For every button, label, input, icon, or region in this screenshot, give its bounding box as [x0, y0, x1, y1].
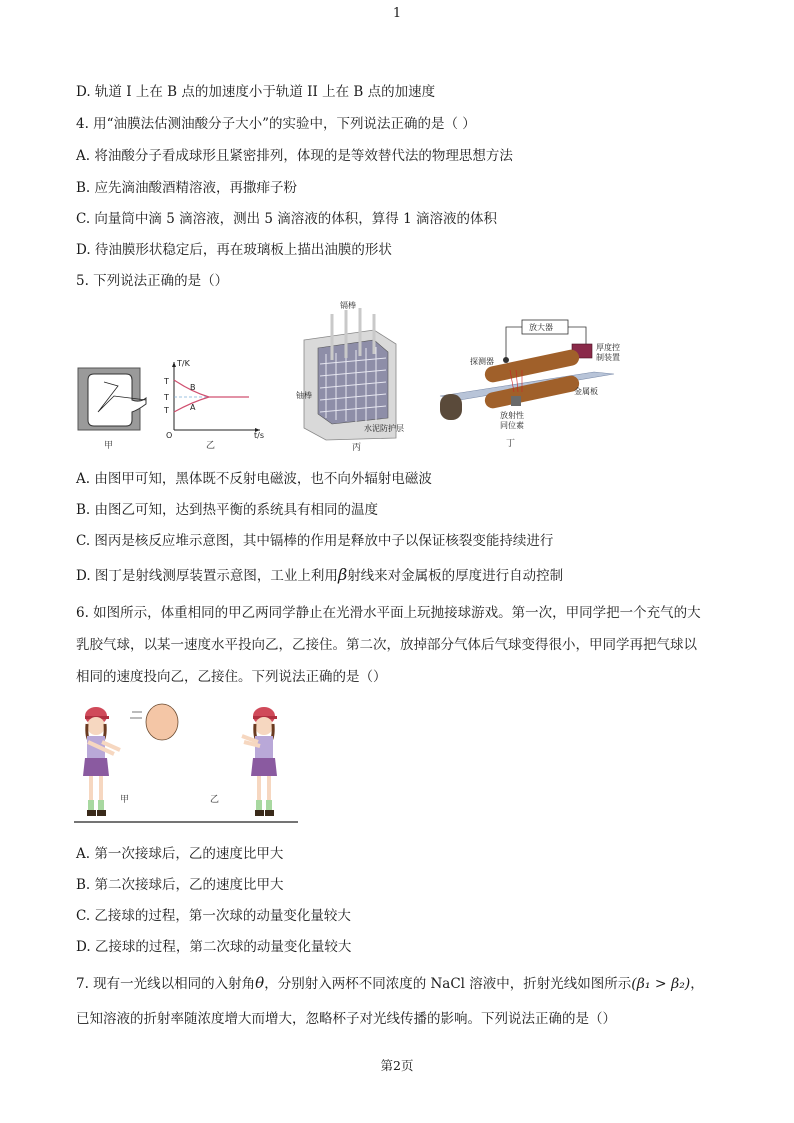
- q6-stem-line1: 6. 如图所示，体重相同的甲乙两同学静止在光滑水平面上玩抛接球游戏。第一次，甲同学把一个充气的大: [76, 605, 701, 621]
- yi-label-ta: T: [164, 406, 169, 415]
- q5-option-b: B. 由图乙可知，达到热平衡的系统具有相同的温度: [76, 502, 379, 518]
- figure-yi-graph: [163, 359, 264, 451]
- ding-label-jinshu: 金属板: [574, 387, 598, 396]
- caption-bing: 丙: [352, 443, 362, 453]
- figure-ding-gauge: [440, 320, 620, 449]
- ding-label-fangshe: 放射性: [500, 411, 524, 420]
- q4-stem: 4. 用“油膜法估测油酸分子大小”的实验中，下列说法正确的是（ ）: [76, 116, 476, 132]
- q4-option-d: D. 待油膜形状稳定后，再在玻璃板上描出油膜的形状: [76, 242, 392, 258]
- q6-option-c: C. 乙接球的过程，第一次球的动量变化量较大: [76, 908, 351, 924]
- bing-label-you: 铀棒: [296, 391, 312, 400]
- caption-yi: 乙: [206, 441, 216, 451]
- q5-figure: [74, 300, 620, 460]
- yi-curve-b: B: [190, 383, 196, 392]
- yi-axis-ts: t/s: [254, 431, 264, 440]
- q7-stem-line1: [76, 974, 704, 993]
- yi-origin: O: [166, 431, 173, 440]
- caption-jia: 甲: [104, 441, 114, 451]
- q5-option-c: C. 图丙是核反应堆示意图，其中镉棒的作用是释放中子以保证核裂变能持续进行: [76, 533, 554, 549]
- q6-option-b: B. 第二次接球后，乙的速度比甲大: [76, 877, 284, 893]
- q4-option-a: A. 将油酸分子看成球形且紧密排列，体现的是等效替代法的物理思想方法: [76, 148, 513, 164]
- q7-stem-line2: 已知溶液的折射率随浓度增大而增大，忽略杯子对光线传播的影响。下列说法正确的是（）: [76, 1011, 616, 1027]
- q3-option-d: D. 轨道 I 上在 B 点的加速度小于轨道 II 上在 B 点的加速度: [76, 84, 436, 100]
- ding-label-fangshe2: 同位素: [500, 421, 524, 430]
- girl-jia: [83, 707, 120, 816]
- balloon: [130, 704, 178, 740]
- q7-stem-pre: 7. 现有一光线以相同的入射角: [76, 976, 256, 992]
- q6-option-d: D. 乙接球的过程，第二次球的动量变化量较大: [76, 939, 352, 955]
- yi-label-tb: T: [164, 377, 169, 386]
- ding-label-houdu: 厚度控: [596, 343, 620, 352]
- q5-stem: 5. 下列说法正确的是（）: [76, 273, 229, 289]
- q4-option-c: C. 向量筒中滴 5 滴溶液，测出 5 滴溶液的体积，算得 1 滴溶液的体积: [76, 211, 497, 227]
- ding-label-fangda: 放大器: [529, 323, 553, 332]
- label-jia: 甲: [120, 795, 130, 805]
- q6-stem-line3: 相同的速度投向乙，乙接住。下列说法正确的是（）: [76, 669, 387, 685]
- ding-label-tance: 探测器: [470, 357, 494, 366]
- theta-symbol: θ: [255, 974, 265, 992]
- q5-option-d: [76, 566, 563, 585]
- caption-ding: 丁: [506, 439, 516, 449]
- q7-stem-post: ，: [690, 976, 704, 992]
- q5-option-a: A. 由图甲可知，黑体既不反射电磁波，也不向外辐射电磁波: [76, 471, 432, 487]
- girl-yi: [242, 707, 277, 816]
- ding-label-houdu2: 制装置: [596, 353, 620, 362]
- figure-bing-reactor: [296, 300, 404, 453]
- yi-label-t: T: [164, 393, 169, 402]
- bing-label-ge: 镉棒: [340, 301, 356, 310]
- beta-condition: (β₁ > β₂): [631, 976, 691, 992]
- q6-figure: [74, 698, 314, 828]
- figure-jia-blackbody: [78, 368, 146, 451]
- beta-symbol: β: [337, 565, 348, 584]
- q7-stem-mid: ，分别射入两杯不同浓度的 NaCl 溶液中，折射光线如图所示: [264, 976, 632, 992]
- q6-option-a: A. 第一次接球后，乙的速度比甲大: [76, 846, 284, 862]
- q6-stem-line2: 乳胶气球，以某一速度水平投向乙，乙接住。第二次，放掉部分气体后气球变得很小，甲同学再把气球以: [76, 637, 697, 653]
- bing-label-shuini: 水泥防护层: [364, 424, 404, 433]
- q4-option-b: B. 应先滴油酸酒精溶液，再撒痱子粉: [76, 180, 298, 196]
- page-footer: 第2页: [380, 1058, 414, 1073]
- yi-curve-a: A: [190, 403, 196, 412]
- page-top-number: 1: [392, 6, 402, 21]
- label-yi: 乙: [210, 795, 220, 805]
- q5-option-d-pre: D. 图丁是射线测厚装置示意图，工业上利用: [76, 568, 338, 584]
- q5-option-d-post: 射线来对金属板的厚度进行自动控制: [347, 568, 564, 584]
- yi-axis-tk: T/K: [177, 359, 190, 368]
